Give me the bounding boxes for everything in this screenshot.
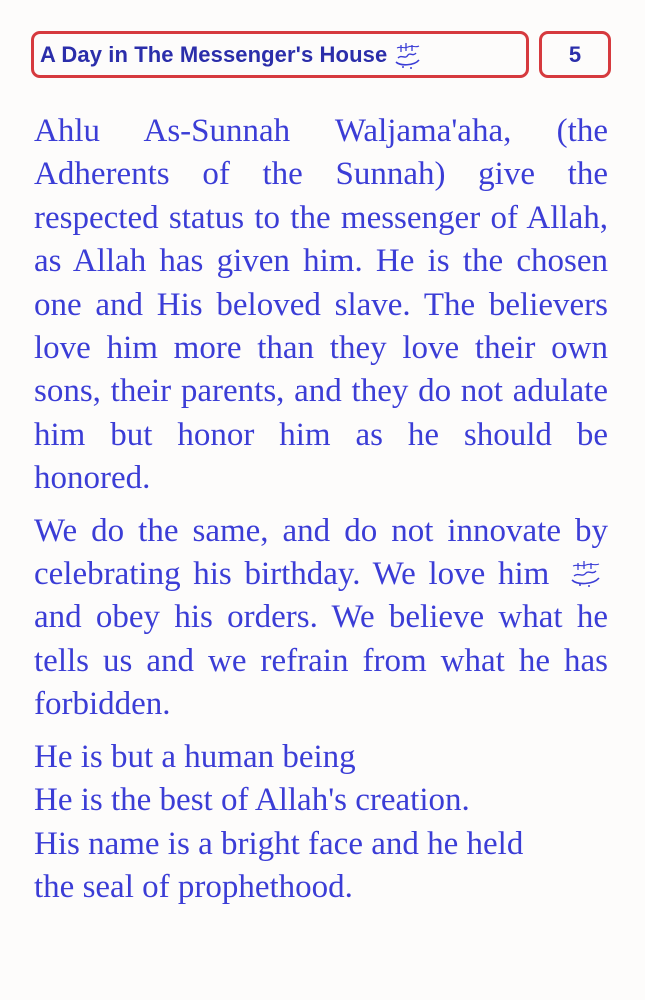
paragraph-3 [34,736,608,910]
page-body [34,110,608,909]
page-number-box [539,31,611,78]
salawat-calligraphy-icon [392,40,422,70]
text-line: He is the best of Allah's creation. [34,782,470,819]
paragraph-2-part-2: and obey his orders. We believe what he tells us and we refrain from what he has forbidden. [34,599,608,723]
page-number: 5 [568,41,582,67]
text-line: His name is a bright face and he held [34,825,524,862]
text-line: the seal of prophethood. [34,868,353,905]
paragraph-2 [34,510,608,727]
paragraph-2-part-1: We do the same, and do not innovate by celebrating his birthday. We love him [34,512,608,593]
text-line: He is but a human being [34,738,356,775]
paragraph-1: Ahlu As-Sunnah Waljama'aha, (the Adherents of the Sunnah) give the respected status to the messenger of Allah, as Allah has given him. He is the chosen one and His beloved slave. The believers love him more than they love their own sons, their parents, and they do not adulate him but honor him as he should be honored. [34,113,608,497]
page-title: A Day in The Messenger's House [40,41,388,67]
salawat-calligraphy-icon [568,558,602,588]
header-title-box [31,31,529,78]
